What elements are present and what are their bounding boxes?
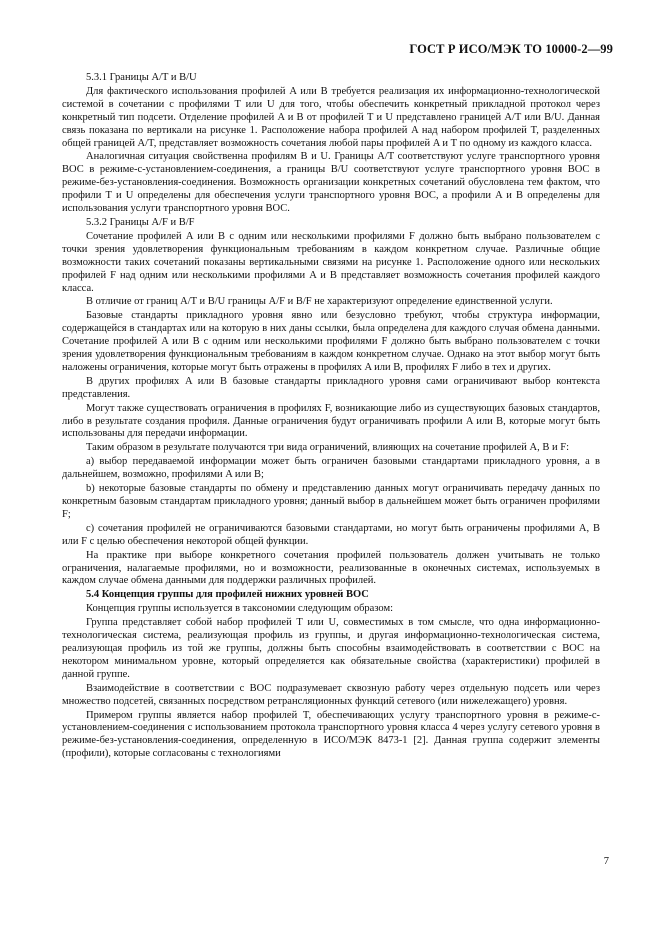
section-heading-bold: 5.4 Концепция группы для профилей нижних уровней ВОС (86, 589, 369, 601)
paragraph: Базовые стандарты прикладного уровня явно или безусловно требуют, чтобы структура информации, содержащейся в стандартах или на которую в них даны ссылки, была определена для каждого случая обмена данными. Сочетание профилей A или B с одним или несколькими профилями F должно быть выбрано пользователем с точки зрения удовлетворения функциональным требованиям в каждом конкретном случае. Однако на этот выбор могут быть наложены ограничения, которые могут быть отражены в профилях A или B, профилях F либо в тех и других. (62, 310, 600, 373)
paragraph: Для фактического использования профилей A или B требуется реализация их информационно-технологической системой в сочетании с профилями T или U для того, чтобы обеспечить конкретный прикладной протокол через конкретный тип подсети. Отделение профилей A и B от профилей T и U представлено границей A/T или B/U. Данная связь показана по вертикали на рисунке 1. Расположение набора профилей A над набором профилей T, разделенных общей границей A/T, представляет возможность сочетания любой пары профилей A и T по одному из каждого класса. (62, 85, 600, 149)
page-number: 7 (603, 856, 609, 867)
paragraph: В отличие от границ A/T и B/U границы A/F и B/F не характеризуют определение единственной услуги. (86, 296, 553, 308)
list-item: b) некоторые базовые стандарты по обмену и представлению данных могут ограничивать передачу данных по конкретным базовым стандартам прикладного уровня; данный выбор в дальнейшем может быть ограничен профилями F; (62, 483, 600, 520)
paragraph: Концепция группы используется в таксономии следующим образом: (86, 603, 394, 615)
paragraph: На практике при выборе конкретного сочетания профилей пользователь должен учитывать не только ограничения, налагаемые профилями, но и возможности, реализованные в оконечных системах, используемых в каждом случае обмена данными для поддержки различных профилей. (62, 549, 600, 587)
paragraph: Таким образом в результате получаются три вида ограничений, влияющих на сочетание профилей A, B и F: (86, 442, 569, 454)
document-header: ГОСТ Р ИСО/МЭК ТО 10000-2—99 (409, 42, 613, 56)
paragraph: Сочетание профилей A или B с одним или несколькими профилями F должно быть выбрано пользователем с точки зрения удовлетворения функциональным требованиям в каждом конкретном случае. Различные общие возможности таких сочетаний показаны вертикальными связями на рисунке 1. Расположение одного или нескольких профилей F над одним или несколькими профилями A и B представляет возможность сочетания профилей каждого класса. (62, 230, 600, 294)
section-heading: 5.3.2 Границы A/F и B/F (86, 216, 195, 228)
list-item: a) выбор передаваемой информации может быть ограничен базовыми стандартами прикладного уровня, а в дальнейшем, возможно, профилями A или B; (62, 456, 600, 481)
paragraph: В других профилях A или B базовые стандарты прикладного уровня сами ограничивают выбор контекста представления. (62, 375, 600, 400)
paragraph: Могут также существовать ограничения в профилях F, возникающие либо из существующих базовых стандартов, либо в результате создания профиля. Данные ограничения будут ограничивать профили A или B, которые могут быть использованы для передачи информации. (62, 402, 600, 440)
section-heading: 5.3.1 Границы A/T и B/U (86, 72, 197, 83)
paragraph: Группа представляет собой набор профилей T или U, совместимых в том смысле, что одна информационно-технологическая система, реализующая профиль из группы, и другая информационно-технологическая система, реализующая профиль из той же группы, должны быть способны взаимодействовать в соответствии с ВОС на некотором минимальном уровне, который определяется как обязательные свойства (характеристики) профилей в данной группе. (62, 617, 600, 680)
paragraph: Примером группы является набор профилей T, обеспечивающих услугу транспортного уровня в режиме-с-установлением-соединения с использованием протокола транспортного уровня класса 4 через услугу сетевого уровня в режиме-без-установления-соединения, определенную в ИСО/МЭК 8473-1 [2]. Данная группа содержит элементы (профили), которые согласованы с технологиями (62, 709, 600, 760)
paragraph: Взаимодействие в соответствии с ВОС подразумевает сквозную работу через отдельную подсеть или через множество подсетей, связанных посредством ретрансляционных функций сетевого (или нижележащего) уровня. (62, 682, 600, 707)
paragraph: Аналогичная ситуация свойственна профилям B и U. Границы A/T соответствуют услуге транспортного уровня ВОС в режиме-с-установлением-соединения, а границы B/U соответствуют услуге транспортного уровня ВОС в режиме-без-установления-соединения. Возможность организации конкретных сочетаний обусловлена тем фактом, что профили T и U определены для обеспечения услуги транспортного уровня ВОС, а профили A и B определены для использования услуги транспортного уровня ВОС. (62, 151, 600, 215)
document-body (62, 72, 600, 762)
list-item: c) сочетания профилей не ограничиваются базовыми стандартами, но могут быть ограничены профилями A, B или F с целью обеспечения некоторой общей функции. (62, 522, 600, 547)
